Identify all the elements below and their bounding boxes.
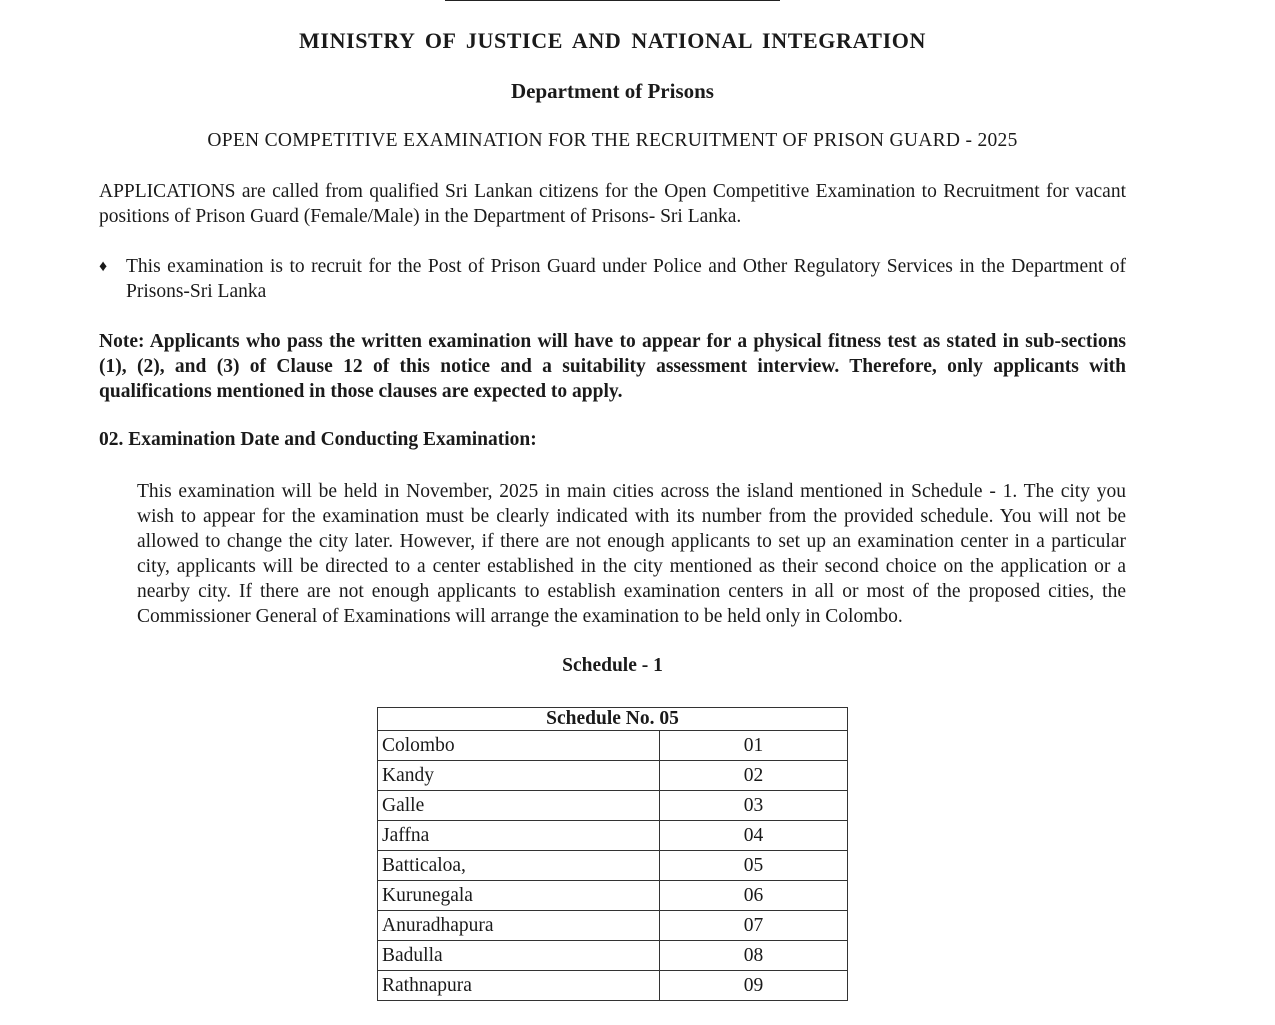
code-cell: 04 [660,821,848,851]
code-cell: 09 [660,971,848,1001]
city-cell: Colombo [378,731,660,761]
top-rule [445,0,780,1]
table-row [378,731,848,761]
table-row [378,851,848,881]
table-row [378,761,848,791]
city-cell: Anuradhapura [378,911,660,941]
code-cell: 02 [660,761,848,791]
table-row [378,971,848,1001]
section-02-body: This examination will be held in November, 2025 in main cities across the island mentioned in Schedule - 1. The city you wish to appear for the examination must be clearly indicated with its number from the provided schedule. You will not be allowed to change the city later. However, if there are not enough applicants to set up an examination center in a particular city, applicants will be directed to a center established in the city mentioned as their second choice on the application or a nearby city. If there are not enough applicants to establish examination centers in all or most of the proposed cities, the Commissioner General of Examinations will arrange the examination to be held only in Colombo. [137,481,1126,627]
ministry-title: MINISTRY OF JUSTICE AND NATIONAL INTEGRATION [299,28,926,53]
table-row [378,821,848,851]
table-row [378,881,848,911]
table-row [378,911,848,941]
department-title: Department of Prisons [511,79,714,103]
code-cell: 01 [660,731,848,761]
schedule-header: Schedule No. 05 [378,708,848,731]
note-paragraph: Note: Applicants who pass the written examination will have to appear for a physical fitness test as stated in sub-sections (1), (2), and (3) of Clause 12 of this notice and a suitability assessment interview. Therefore, only applicants with qualifications mentioned in those clauses are expected to apply. [99,331,1126,402]
code-cell: 03 [660,791,848,821]
code-cell: 06 [660,881,848,911]
intro-paragraph: APPLICATIONS are called from qualified Sri Lankan citizens for the Open Competitive Examination to Recruitment for vacant positions of Prison Guard (Female/Male) in the Department of Prisons- Sri Lanka. [99,181,1126,227]
city-cell: Kurunegala [378,881,660,911]
exam-title: OPEN COMPETITIVE EXAMINATION FOR THE RECRUITMENT OF PRISON GUARD - 2025 [207,130,1018,151]
diamond-bullet-icon: ♦ [99,258,108,275]
code-cell: 05 [660,851,848,881]
bullet-text: This examination is to recruit for the Post of Prison Guard under Police and Other Regulatory Services in the Department of Prisons-Sri Lanka [126,256,1126,302]
schedule-table [377,707,848,1001]
city-cell: Galle [378,791,660,821]
table-row [378,941,848,971]
city-cell: Batticaloa, [378,851,660,881]
code-cell: 07 [660,911,848,941]
schedule-caption: Schedule - 1 [562,655,663,676]
city-cell: Badulla [378,941,660,971]
city-cell: Kandy [378,761,660,791]
code-cell: 08 [660,941,848,971]
city-cell: Rathnapura [378,971,660,1001]
section-02-heading: 02. Examination Date and Conducting Examination: [99,429,537,450]
city-cell: Jaffna [378,821,660,851]
schedule-header-row [378,708,848,731]
table-row [378,791,848,821]
bullet-item [99,254,1126,304]
